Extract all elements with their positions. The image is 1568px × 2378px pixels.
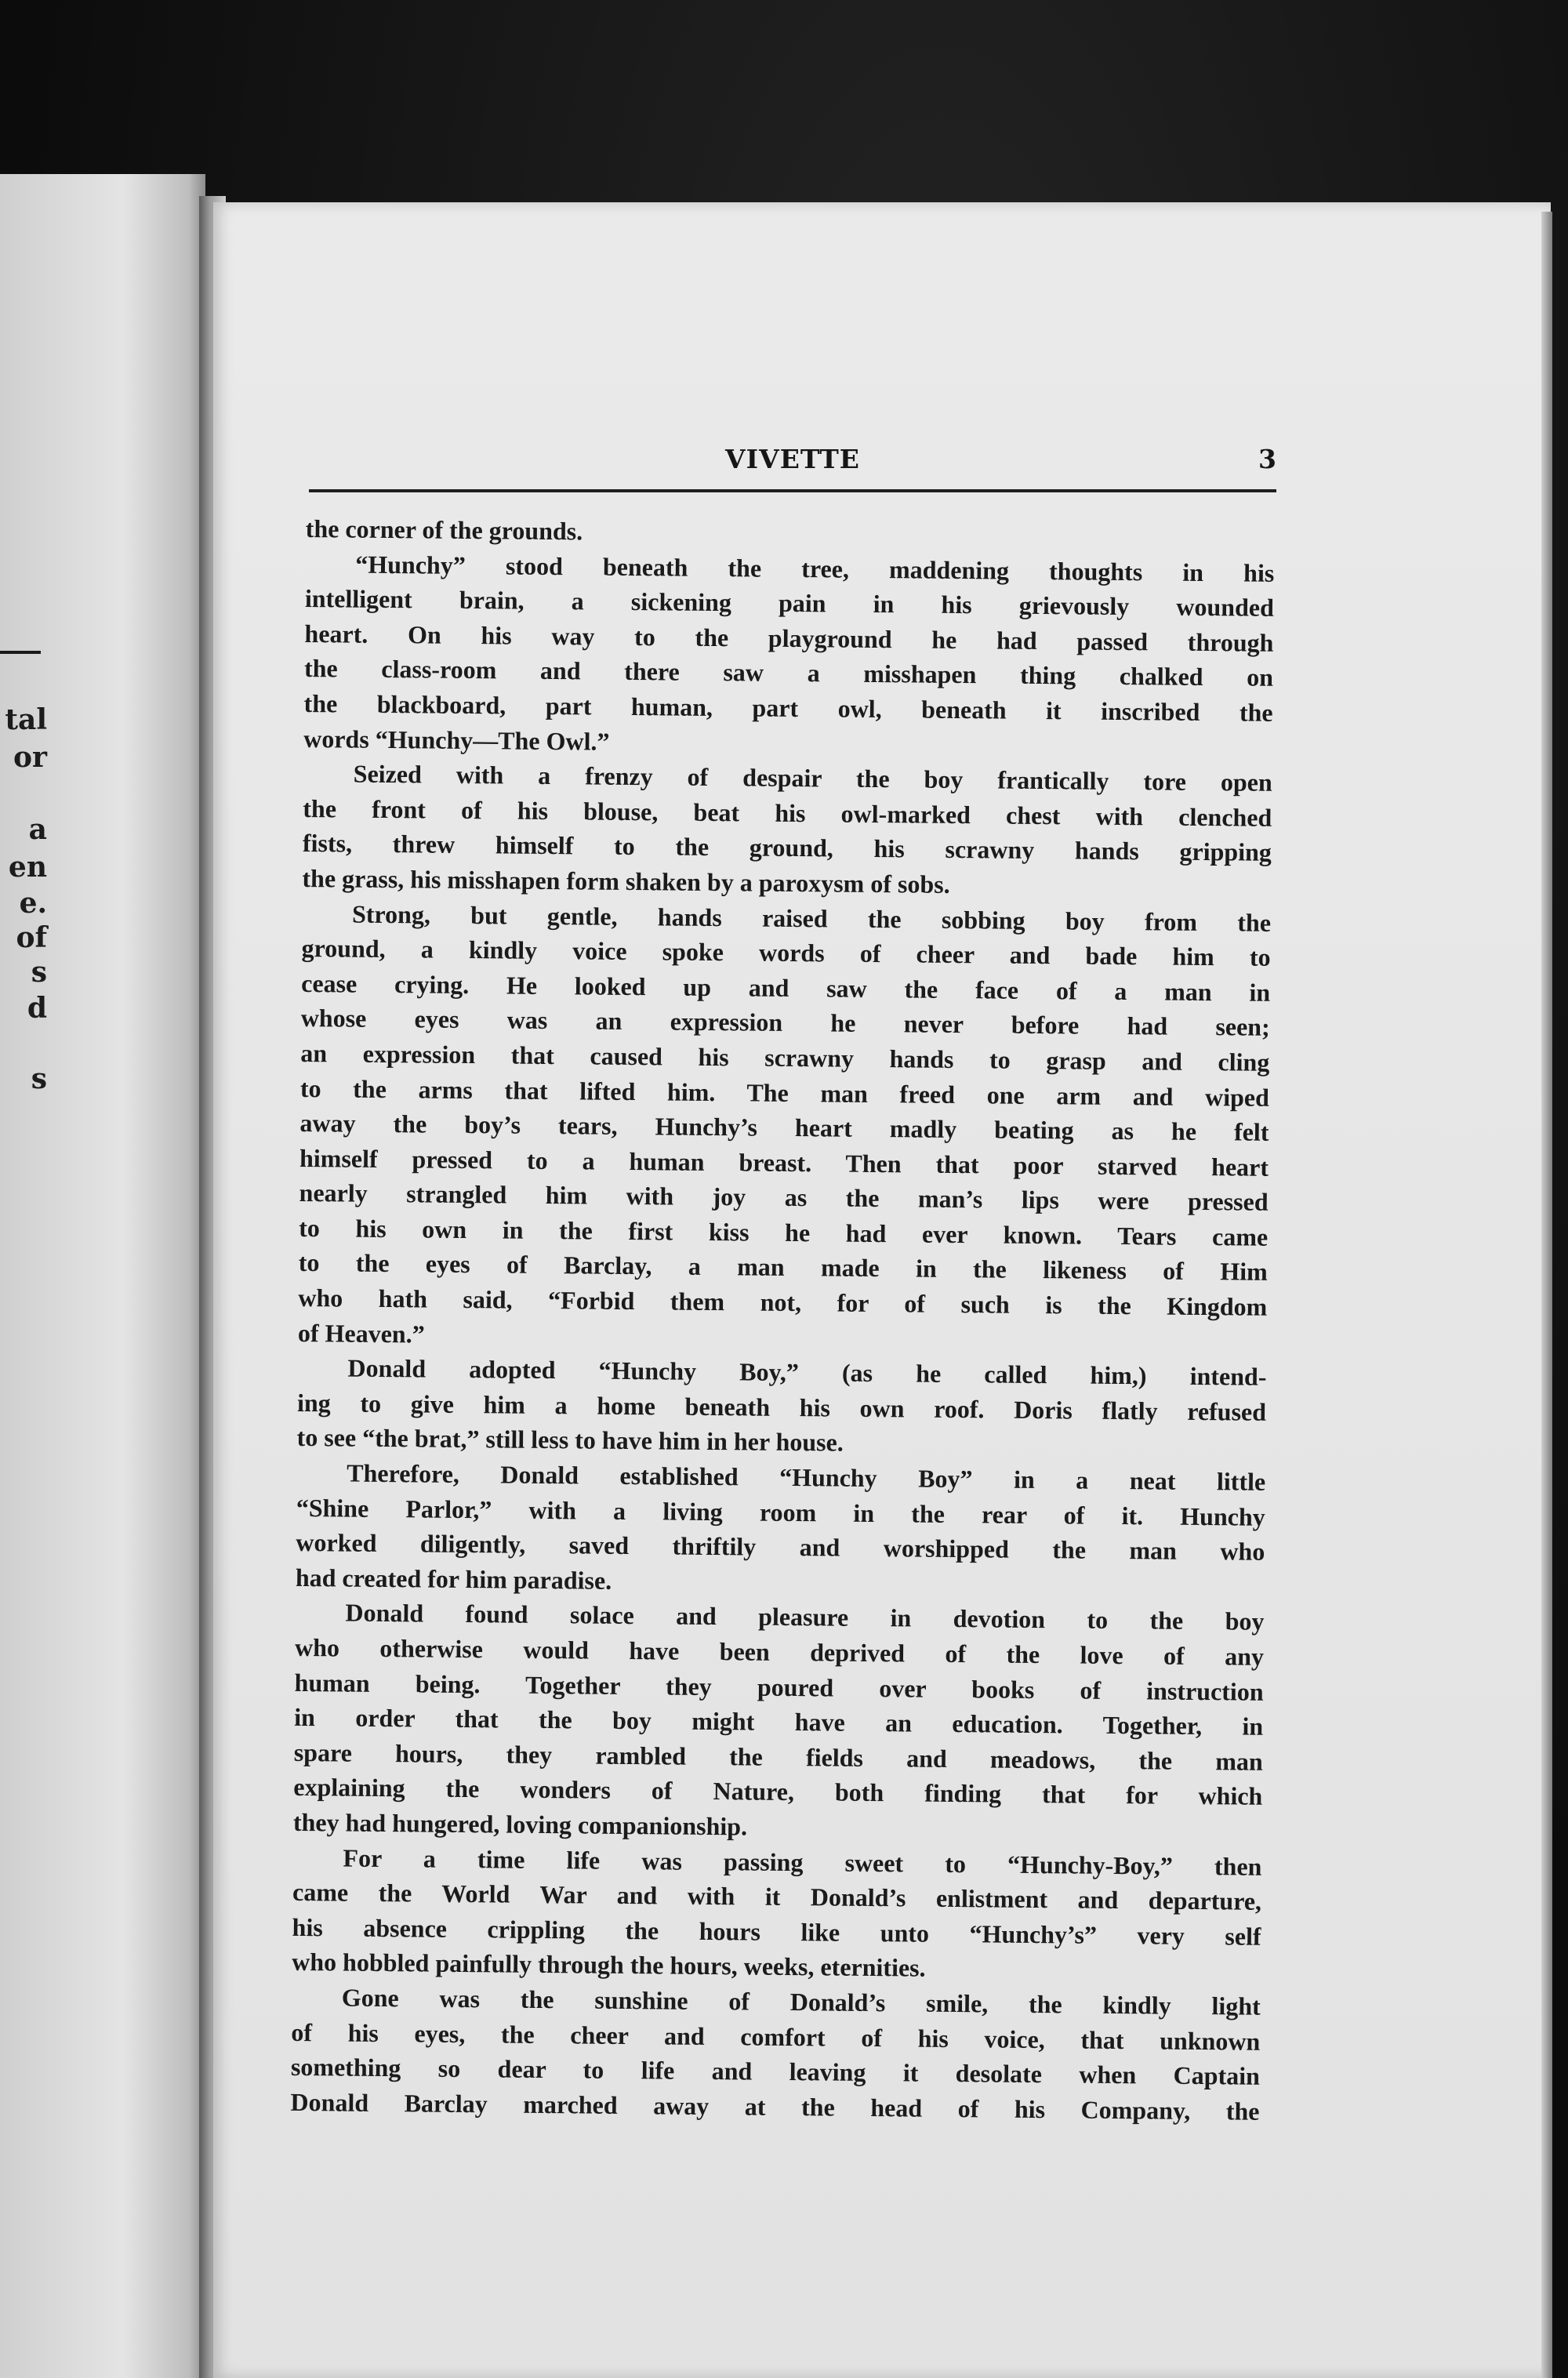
text-line: something so dear to life and leaving it desolate when Captain [290, 2053, 1261, 2090]
text-line: the blackboard, part human, part owl, beneath it inscribed the [303, 688, 1273, 727]
text-line: Seized with a frenzy of despair the boy frantically tore open [353, 759, 1272, 797]
text-line: himself pressed to a human breast. Then that poor starved heart [299, 1143, 1269, 1182]
text-line: of his eyes, the cheer and comfort of his voice, that unknown [291, 2017, 1261, 2056]
running-head [309, 444, 1276, 492]
page-edge [1541, 212, 1552, 2378]
text-line: they had hungered, loving companionship. [292, 1807, 748, 1841]
text-line: an expression that caused his scrawny hands to grasp and cling [300, 1038, 1270, 1076]
text-line: the front of his blouse, beat his owl-marked chest with clenched [303, 793, 1272, 832]
text-line: to the arms that lifted him. The man freed one arm and wiped [299, 1073, 1270, 1112]
text-line: intelligent brain, a sickening pain in his grievously wounded [304, 584, 1275, 623]
text-line: Gone was the sunshine of Donald’s smile, the kindly light [341, 1983, 1261, 2020]
text-line: Donald Barclay marched away at the head of his Company, the [290, 2087, 1260, 2126]
previous-page-text-fragment: s [31, 956, 47, 989]
text-line: to the eyes of Barclay, a man made in the likeness of Him [298, 1248, 1268, 1287]
text-line: his absence crippling the hours like unto “Hunchy’s” very self [292, 1912, 1261, 1951]
running-title: VIVETTE [725, 444, 860, 474]
text-line: For a time life was passing sweet to “Hunchy-Boy,” then [343, 1843, 1262, 1881]
text-line: “Shine Parlor,” with a living room in the rear of it. Hunchy [296, 1493, 1265, 1531]
text-line: fists, threw himself to the ground, his scrawny hands gripping [302, 829, 1272, 867]
text-line: Strong, but gentle, hands raised the sobbing boy from the [351, 899, 1272, 937]
previous-page-text-fragment: tal [5, 703, 47, 736]
text-line: worked diligently, saved thriftily and worshipped the man who [296, 1528, 1265, 1567]
text-line: nearly strangled him with joy as the man’s lips were pressed [299, 1178, 1269, 1217]
text-line: the grass, his misshapen form shaken by a paroxysm of sobs. [302, 863, 950, 899]
text-line: ground, a kindly voice spoke words of cheer and bade him to [301, 934, 1271, 971]
text-line: came the World War and with it Donald’s enlistment and departure, [292, 1878, 1262, 1915]
text-line: who otherwise would have been deprived of the love of any [294, 1632, 1265, 1671]
text-line: of Heaven.” [297, 1318, 425, 1349]
previous-page-rule [0, 651, 41, 654]
text-line: Donald found solace and pleasure in devotion to the boy [345, 1598, 1265, 1636]
text-line: who hath said, “Forbid them not, for of such is the Kingdom [298, 1283, 1268, 1321]
text-line: who hobbled painfully through the hours, weeks, eternities. [292, 1948, 926, 1983]
text-line: heart. On his way to the playground he had passed through [304, 619, 1274, 657]
text-line: the corner of the grounds. [305, 514, 583, 546]
text-line: ing to give him a home beneath his own roof. Doris flatly refused [296, 1388, 1267, 1426]
text-line: cease crying. He looked up and saw the face of a man in [301, 968, 1271, 1007]
text-line: “Hunchy” stood beneath the tree, maddening thoughts in his [355, 550, 1275, 587]
page-number: 3 [1258, 444, 1276, 474]
text-line: Therefore, Donald established “Hunchy Boy” in a neat little [347, 1458, 1266, 1496]
text-line: words “Hunchy—The Owl.” [303, 724, 610, 756]
header-rule [309, 489, 1276, 492]
previous-page-text-fragment: e. [19, 887, 47, 920]
previous-page-fragment [0, 174, 205, 2378]
text-line: spare hours, they rambled the fields and meadows, the man [293, 1737, 1263, 1776]
text-line: explaining the wonders of Nature, both finding that for which [293, 1773, 1263, 1811]
body-text [290, 511, 1275, 2129]
previous-page-text-fragment: en [8, 851, 47, 884]
previous-page-text-fragment: s [31, 1062, 47, 1095]
text-line: human being. Together they poured over books of instruction [294, 1668, 1264, 1706]
text-line: whose eyes was an expression he never before had seen; [300, 1004, 1270, 1042]
previous-page-text-fragment: d [27, 992, 47, 1025]
previous-page-text-fragment: a [28, 813, 47, 846]
text-line: had created for him paradise. [295, 1563, 612, 1595]
text-line: to his own in the first kiss he had ever known. Tears came [299, 1213, 1269, 1251]
previous-page-text-fragment: of [16, 921, 47, 954]
text-line: Donald adopted “Hunchy Boy,” (as he called him,) intend- [347, 1353, 1267, 1392]
text-line: in order that the boy might have an education. Together, in [294, 1703, 1264, 1741]
text-line: away the boy’s tears, Hunchy’s heart madly beating as he felt [299, 1109, 1269, 1146]
text-line: to see “the brat,” still less to have him in her house. [296, 1423, 844, 1458]
previous-page-text-fragment: or [13, 741, 47, 774]
text-line: the class-room and there saw a misshapen thing chalked on [303, 654, 1274, 692]
